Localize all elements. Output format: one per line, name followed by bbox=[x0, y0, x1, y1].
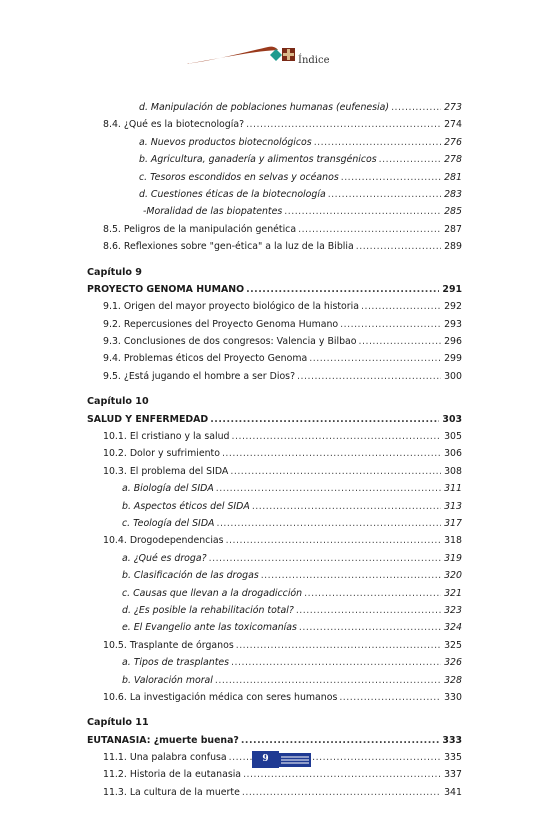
toc-page-number: 289 bbox=[444, 241, 462, 253]
toc-page-number: 337 bbox=[444, 769, 462, 781]
toc-page-number: 283 bbox=[444, 188, 462, 200]
dot-leader bbox=[391, 99, 441, 116]
toc-page-number: 306 bbox=[444, 448, 462, 460]
toc-entry[interactable] bbox=[87, 766, 462, 783]
chapter-title-entry[interactable] bbox=[87, 281, 462, 298]
chapter-title-entry[interactable] bbox=[87, 732, 462, 749]
dot-leader bbox=[216, 480, 441, 497]
dot-leader bbox=[304, 585, 441, 602]
toc-page-number: 317 bbox=[444, 517, 462, 529]
toc-page-number: 285 bbox=[444, 206, 462, 218]
toc-page-number: 324 bbox=[444, 622, 462, 634]
chapter-heading: Capítulo 11 bbox=[87, 717, 149, 729]
toc-page-number: 313 bbox=[444, 500, 462, 512]
dot-leader bbox=[230, 463, 441, 480]
toc-entry[interactable] bbox=[87, 602, 462, 619]
dot-leader bbox=[209, 550, 441, 567]
toc-entry[interactable] bbox=[87, 350, 462, 367]
toc-page-number: 326 bbox=[444, 657, 462, 669]
toc-entry-label: e. El Evangelio ante las toxicomanías bbox=[122, 622, 297, 634]
toc-page-number: 308 bbox=[444, 465, 462, 477]
toc-page-number: 319 bbox=[444, 552, 462, 564]
toc-page-number: 323 bbox=[444, 604, 462, 616]
index-link[interactable]: Índice bbox=[298, 55, 330, 66]
toc-entry-label: 10.1. El cristiano y la salud bbox=[103, 431, 230, 443]
toc-page-number: 281 bbox=[444, 171, 462, 183]
dot-leader bbox=[241, 732, 440, 749]
toc-page-number: 273 bbox=[444, 102, 462, 113]
toc-page-number: 291 bbox=[442, 283, 462, 295]
toc-page-number: 303 bbox=[442, 413, 462, 425]
toc-entry[interactable] bbox=[87, 480, 462, 497]
toc-entry[interactable] bbox=[87, 550, 462, 567]
dot-leader bbox=[298, 221, 441, 238]
toc-entry[interactable] bbox=[87, 619, 462, 636]
toc-entry[interactable] bbox=[87, 298, 462, 315]
section-gap bbox=[87, 706, 462, 714]
toc-page-number: 318 bbox=[444, 535, 462, 547]
dot-leader bbox=[341, 169, 441, 186]
toc-entry-label: 11.1. Una palabra confusa bbox=[103, 752, 227, 764]
toc-entry-label: 8.6. Reflexiones sobre "gen-ética" a la luz de la Biblia bbox=[103, 241, 354, 253]
toc-page-number: 300 bbox=[444, 370, 462, 382]
toc-page-number: 311 bbox=[444, 483, 462, 495]
toc-entry-label: 10.6. La investigación médica con seres humanos bbox=[103, 691, 338, 703]
toc-entry-label: 9.5. ¿Está jugando el hombre a ser Dios? bbox=[103, 370, 296, 382]
toc-entry-label: 8.4. ¿Qué es la biotecnología? bbox=[103, 119, 245, 131]
toc-entry[interactable] bbox=[87, 186, 462, 203]
dot-leader bbox=[210, 411, 439, 428]
toc-entry-label: a. Tipos de trasplantes bbox=[122, 657, 230, 669]
dot-leader bbox=[284, 203, 441, 220]
page-header bbox=[0, 0, 551, 80]
toc-page-number: 274 bbox=[444, 119, 462, 131]
toc-entry-label: c. Causas que llevan a la drogadicción bbox=[122, 587, 303, 599]
dot-leader bbox=[356, 238, 441, 255]
toc-entry[interactable] bbox=[87, 316, 462, 333]
toc-entry[interactable] bbox=[87, 567, 462, 584]
toc-entry-label: a. Biología del SIDA bbox=[122, 483, 214, 495]
toc-entry-label: c. Teología del SIDA bbox=[122, 517, 215, 529]
toc-entry-label: SALUD Y ENFERMEDAD bbox=[87, 413, 209, 425]
toc-entry[interactable] bbox=[87, 151, 462, 168]
dot-leader bbox=[261, 567, 441, 584]
toc-entry-label: 10.2. Dolor y sufrimiento bbox=[103, 448, 220, 460]
toc-entry[interactable] bbox=[87, 784, 462, 801]
dot-leader bbox=[340, 316, 441, 333]
toc-page-number: 330 bbox=[444, 691, 462, 703]
toc-page-number: 341 bbox=[444, 786, 462, 798]
toc-page-number: 276 bbox=[444, 136, 462, 148]
dot-leader bbox=[246, 116, 441, 133]
toc-entry[interactable] bbox=[87, 333, 462, 350]
dot-leader bbox=[361, 298, 441, 315]
toc-page-number: 287 bbox=[444, 223, 462, 235]
chapter-title-entry[interactable] bbox=[87, 411, 462, 428]
toc-page-number: 292 bbox=[444, 301, 462, 313]
toc-entry-label: a. Nuevos productos biotecnológicos bbox=[139, 136, 312, 148]
table-of-contents bbox=[87, 99, 462, 801]
toc-entry-label: 9.1. Origen del mayor proyecto biológico de la historia bbox=[103, 301, 359, 313]
section-gap bbox=[87, 256, 462, 264]
dot-leader bbox=[297, 368, 441, 385]
page-number-ornament bbox=[279, 753, 311, 767]
toc-entry[interactable] bbox=[87, 463, 462, 480]
toc-entry-label: 9.2. Repercusiones del Proyecto Genoma Humano bbox=[103, 318, 339, 330]
toc-entry[interactable] bbox=[87, 445, 462, 462]
swoosh-ornament bbox=[186, 42, 296, 72]
toc-page-number: 299 bbox=[444, 353, 462, 365]
dot-leader bbox=[226, 532, 442, 549]
toc-page-number: 328 bbox=[444, 674, 462, 686]
toc-entry-label: b. Agricultura, ganadería y alimentos transgénicos bbox=[139, 154, 377, 166]
toc-entry[interactable] bbox=[87, 689, 462, 706]
toc-entry[interactable] bbox=[87, 532, 462, 549]
page-number: 9 bbox=[252, 751, 279, 768]
dot-leader bbox=[246, 281, 439, 298]
toc-page-number: 321 bbox=[444, 587, 462, 599]
dot-leader bbox=[328, 186, 441, 203]
chapter-heading: Capítulo 10 bbox=[87, 396, 149, 408]
toc-entry[interactable] bbox=[87, 203, 462, 220]
toc-entry[interactable] bbox=[87, 134, 462, 151]
toc-entry-label: 10.4. Drogodependencias bbox=[103, 535, 224, 547]
toc-entry[interactable] bbox=[87, 221, 462, 238]
section-gap bbox=[87, 385, 462, 393]
toc-entry-label: b. Valoración moral bbox=[122, 674, 213, 686]
toc-entry-label: 11.3. La cultura de la muerte bbox=[103, 786, 240, 798]
toc-entry-label: EUTANASIA: ¿muerte buena? bbox=[87, 734, 239, 746]
toc-entry-label: b. Aspectos éticos del SIDA bbox=[122, 500, 250, 512]
toc-page-number: 305 bbox=[444, 431, 462, 443]
toc-page-number: 335 bbox=[444, 752, 462, 764]
toc-entry-label: PROYECTO GENOMA HUMANO bbox=[87, 283, 245, 295]
toc-entry-label: -Moralidad de las biopatentes bbox=[143, 206, 283, 218]
toc-entry[interactable] bbox=[87, 637, 462, 654]
dot-leader bbox=[359, 333, 442, 350]
dot-leader bbox=[309, 350, 441, 367]
toc-entry[interactable] bbox=[87, 498, 462, 515]
toc-entry[interactable] bbox=[87, 654, 462, 671]
toc-entry-label: c. Tesoros escondidos en selvas y océanos bbox=[139, 171, 339, 183]
dot-leader bbox=[379, 151, 441, 168]
toc-entry[interactable] bbox=[87, 368, 462, 385]
dot-leader bbox=[242, 784, 441, 801]
toc-entry-label: d. Manipulación de poblaciones humanas (eufenesia) bbox=[139, 102, 390, 113]
toc-entry[interactable] bbox=[87, 515, 462, 532]
dot-leader bbox=[243, 766, 441, 783]
toc-entry-label: 9.4. Problemas éticos del Proyecto Genoma bbox=[103, 353, 308, 365]
toc-entry-label: 11.2. Historia de la eutanasia bbox=[103, 769, 242, 781]
toc-entry[interactable] bbox=[87, 672, 462, 689]
toc-entry[interactable] bbox=[87, 585, 462, 602]
dot-leader bbox=[216, 515, 441, 532]
toc-page-number: 293 bbox=[444, 318, 462, 330]
toc-entry[interactable] bbox=[87, 428, 462, 445]
toc-entry-label: 10.5. Trasplante de órganos bbox=[103, 639, 234, 651]
toc-entry-label: d. ¿Es posible la rehabilitación total? bbox=[122, 604, 294, 616]
dot-leader bbox=[296, 602, 441, 619]
dot-leader bbox=[339, 689, 441, 706]
toc-entry[interactable] bbox=[87, 99, 462, 116]
dot-leader bbox=[232, 428, 442, 445]
toc-entry-label: 10.3. El problema del SIDA bbox=[103, 465, 229, 477]
toc-entry[interactable] bbox=[87, 238, 462, 255]
dot-leader bbox=[252, 498, 441, 515]
dot-leader bbox=[222, 445, 441, 462]
toc-page-number: 278 bbox=[444, 154, 462, 166]
dot-leader bbox=[215, 672, 441, 689]
toc-entry-label: 9.3. Conclusiones de dos congresos: Valencia y Bilbao bbox=[103, 336, 357, 348]
toc-page-number: 320 bbox=[444, 570, 462, 582]
toc-page-number: 325 bbox=[444, 639, 462, 651]
dot-leader bbox=[299, 619, 441, 636]
toc-entry[interactable] bbox=[87, 116, 462, 133]
toc-entry-label: d. Cuestiones éticas de la biotecnología bbox=[139, 188, 326, 200]
toc-entry-label: b. Clasificación de las drogas bbox=[122, 570, 259, 582]
toc-page-number: 296 bbox=[444, 336, 462, 348]
toc-entry-label: 8.5. Peligros de la manipulación genética bbox=[103, 223, 297, 235]
toc-entry-label: a. ¿Qué es droga? bbox=[122, 552, 207, 564]
dot-leader bbox=[236, 637, 441, 654]
dot-leader bbox=[231, 654, 441, 671]
toc-entry[interactable] bbox=[87, 169, 462, 186]
chapter-heading: Capítulo 9 bbox=[87, 266, 142, 278]
toc-page-number: 333 bbox=[442, 734, 462, 746]
dot-leader bbox=[314, 134, 441, 151]
